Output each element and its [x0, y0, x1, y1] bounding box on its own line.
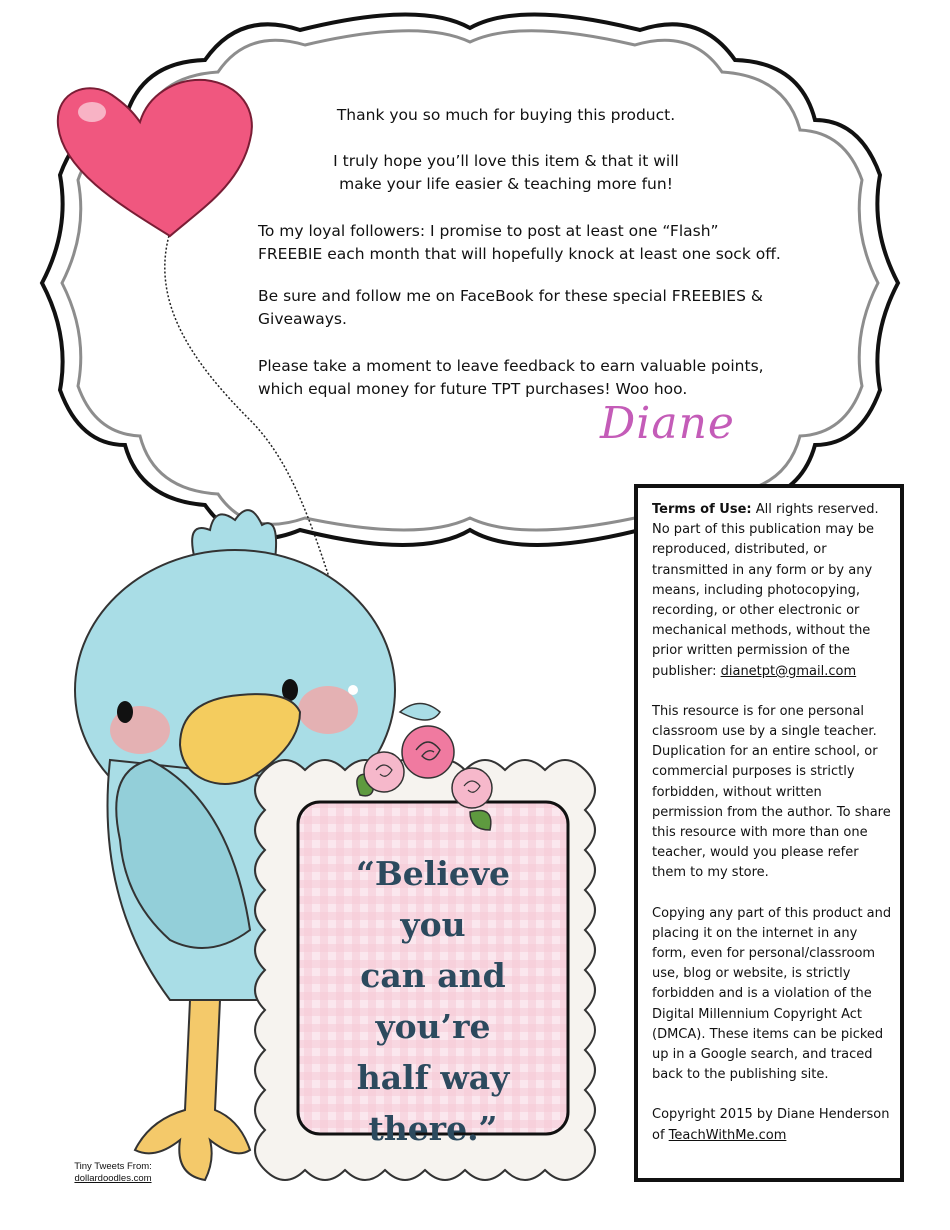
- message-line-5b: which equal money for future TPT purchases! Woo hoo.: [258, 380, 688, 398]
- message-line-4b: Giveaways.: [258, 310, 347, 328]
- copyright-text: Copyright 2015 by Diane Henderson of: [652, 1107, 890, 1143]
- message-line-3a: To my loyal followers: I promise to post at least one “Flash”: [258, 222, 719, 240]
- message-line-1: Thank you so much for buying this product.: [336, 106, 676, 124]
- terms-p1-text: All rights reserved. No part of this publication may be reproduced, distributed, or transmitted in any form or by any means, including photocopying, recording, or other electronic or mechanical methods, without the prior written permission of the publisher:: [652, 502, 879, 679]
- quote: [318, 848, 548, 1154]
- quote-line-3: you’re: [375, 1007, 491, 1046]
- dollardoodles-link[interactable]: dollardoodles.com: [74, 1173, 152, 1184]
- terms-paragraph-4: [652, 1105, 892, 1145]
- quote-line-1: “Believe you: [355, 854, 511, 944]
- quote-line-4: half way: [356, 1058, 510, 1097]
- quote-line-2: can and: [360, 956, 506, 995]
- terms-of-use: [652, 500, 892, 1166]
- message-line-4a: Be sure and follow me on FaceBook for these special FREEBIES &: [258, 287, 763, 305]
- message-line-3b: FREEBIE each month that will hopefully knock at least one sock off.: [258, 245, 781, 263]
- email-link[interactable]: dianetpt@gmail.com: [720, 663, 857, 679]
- quote-line-5: there.”: [368, 1109, 498, 1148]
- terms-paragraph-2: This resource is for one personal classroom use by a single teacher. Duplication for an entire school, or commercial purposes is strictly forbidden, without written permission from the author. To share this resource with more than one teacher, would you please refer them to my store.: [652, 703, 891, 881]
- terms-heading: Terms of Use:: [652, 502, 752, 517]
- clipart-credit: [58, 1161, 168, 1185]
- message-line-2a: I truly hope you’ll love this item & that it will: [333, 152, 679, 170]
- teachwithme-link[interactable]: TeachWithMe.com: [668, 1127, 787, 1143]
- terms-paragraph-1: [652, 500, 892, 682]
- message-line-5a: Please take a moment to leave feedback to earn valuable points,: [258, 357, 764, 375]
- message-line-2b: make your life easier & teaching more fun!: [339, 175, 673, 193]
- terms-paragraph-3: Copying any part of this product and placing it on the internet in any form, even for personal/classroom use, blog or website, is strictly forbidden and is a violation of the Digital Millennium Copyright Act (DMCA). These items can be picked up in a Google search, and traced back to the publishing site.: [652, 905, 892, 1083]
- credit-line-1: Tiny Tweets From:: [74, 1161, 152, 1172]
- signature: Diane: [600, 398, 735, 449]
